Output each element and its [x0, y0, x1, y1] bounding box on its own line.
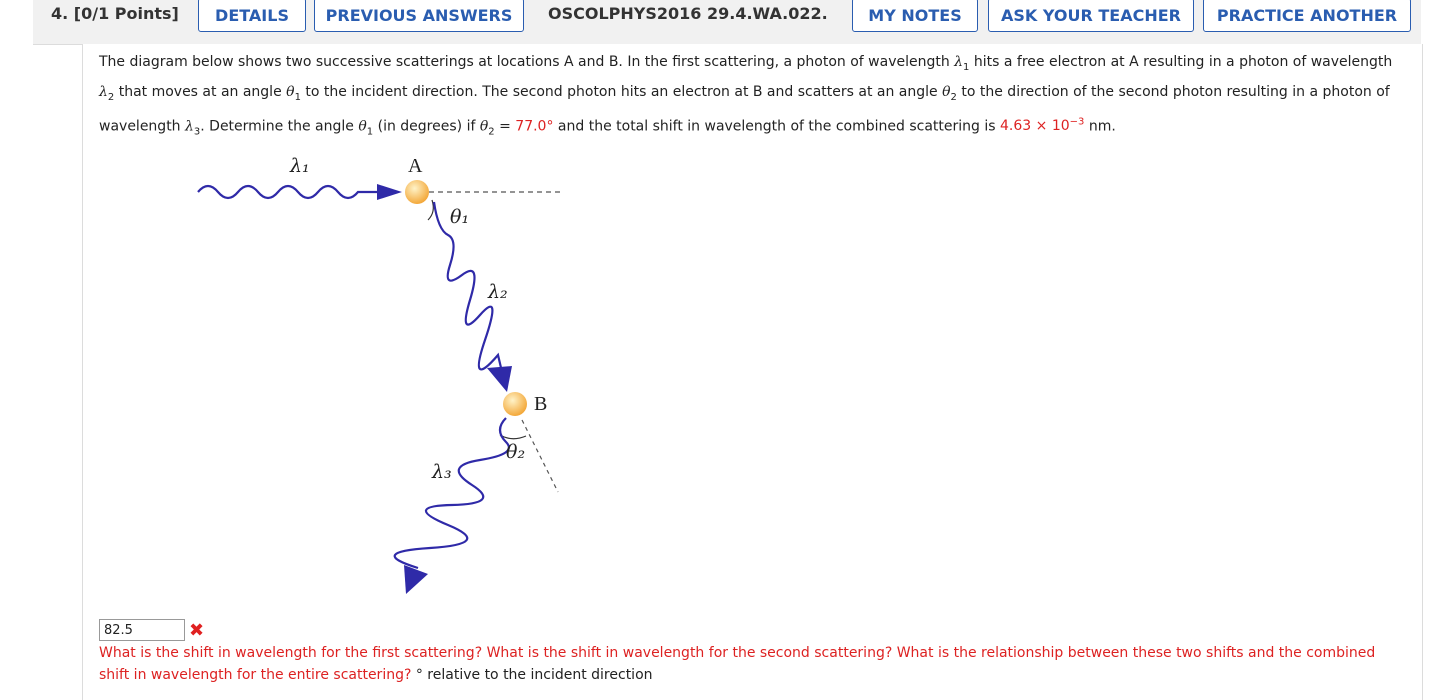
label-a: A [408, 155, 423, 177]
scattering-diagram [180, 140, 580, 600]
theta1-label: θ₁ [450, 206, 470, 228]
theta2-value: 77.0° [515, 118, 554, 135]
second-arrow-head [487, 366, 512, 392]
question-number: 4. [0/1 Points] [51, 4, 179, 23]
previous-answers-button[interactable]: PREVIOUS ANSWERS [314, 0, 524, 32]
details-button[interactable]: DETAILS [198, 0, 306, 32]
label-b: B [534, 393, 548, 415]
question-header [33, 0, 1421, 45]
practice-another-button[interactable]: PRACTICE ANOTHER [1203, 0, 1411, 32]
my-notes-button[interactable]: MY NOTES [852, 0, 978, 32]
theta1-arc [428, 200, 433, 220]
third-arrow-head [404, 565, 428, 594]
question-text: The diagram below shows two successive scatterings at locations A and B. In the first scattering, a photon of wavelength $\lambda_1$ hits a free electron at A resulting in a photon of wavelength $\lambda_2$ that moves at an angle $\theta_1$ to the incident direction. The second photon hits an electron at B and scatters at an angle $\theta_2$ to the direction of the second photon resulting in a photon of wavelength $\lambda_3$. Determine the angle $\theta_1$ (in degrees) if $\theta_2 = 77.0^\circ$ and the total shift in wavelength of the combined scattering is $4.63 \times 10^{-3}$ nm. [99, 54, 1393, 138]
incident-arrow-head [377, 184, 402, 200]
lambda3-label: λ₃ [432, 461, 452, 483]
theta2-label: θ₂ [506, 441, 526, 463]
question-code: OSCOLPHYS2016 29.4.WA.022. [548, 4, 828, 23]
incident-photon-wave [198, 186, 385, 198]
lambda2-label: λ₂ [488, 281, 508, 303]
electron-b [503, 392, 527, 416]
incorrect-x-icon: ✖ [189, 620, 205, 641]
electron-a [405, 180, 429, 204]
scattered-photon-wave-2 [395, 418, 509, 568]
ask-your-teacher-button[interactable]: ASK YOUR TEACHER [988, 0, 1194, 32]
answer-feedback [99, 642, 1379, 686]
shift-value: $4.63 \times 10^{-3}$ [1000, 116, 1085, 135]
feedback-hint: What is the shift in wavelength for the first scattering? What is the shift in wavelength for the second scattering? What is the relationship between these two shifts and the combined shift in wavelength for the entire scattering? [99, 645, 1376, 683]
lambda1-label: λ₁ [290, 155, 310, 177]
answer-unit: ° relative to the incident direction [415, 667, 653, 683]
reference-dashed-line-b [522, 420, 558, 492]
answer-input[interactable] [99, 619, 185, 641]
